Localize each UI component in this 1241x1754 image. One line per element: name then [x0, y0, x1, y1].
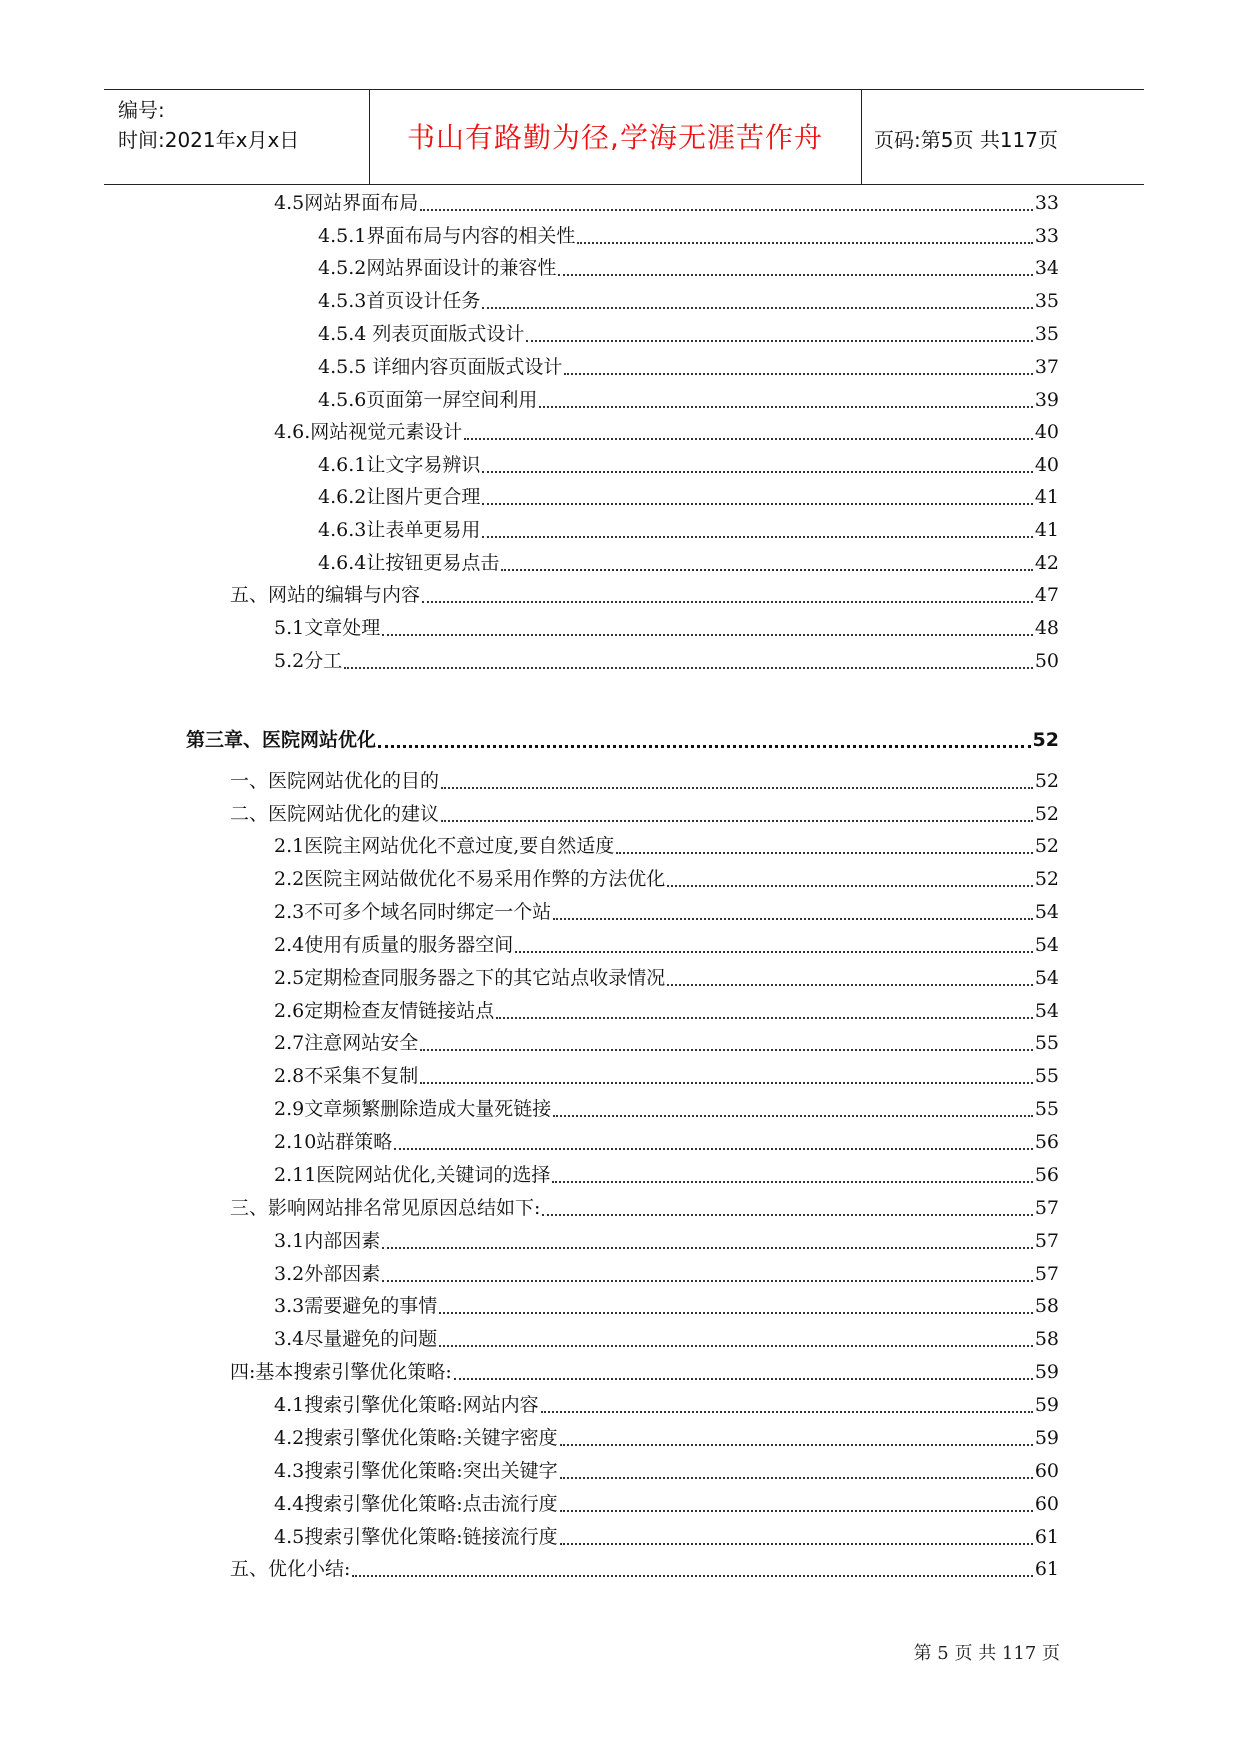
toc-dot-leader [382, 634, 1033, 636]
toc-dot-leader [539, 406, 1032, 408]
toc-dot-leader [441, 820, 1033, 822]
toc-dot-leader [553, 1115, 1033, 1117]
toc-entry-page: 33 [1034, 225, 1059, 247]
toc-entry-page: 40 [1034, 421, 1059, 443]
toc-dot-leader [667, 984, 1033, 986]
toc-entry [318, 223, 1059, 249]
toc-dot-leader [382, 1247, 1033, 1249]
toc-dot-leader [439, 1312, 1033, 1314]
toc-dot-leader [378, 745, 1031, 748]
toc-dot-leader [394, 1148, 1033, 1150]
toc-entry [230, 1359, 1059, 1385]
toc-entry [230, 801, 1059, 827]
toc-entry [318, 354, 1059, 380]
toc-entry-label: 4.3搜索引擎优化策略:突出关键字 [274, 1460, 558, 1482]
toc-entry-page: 37 [1034, 356, 1059, 378]
toc-entry [274, 1491, 1059, 1517]
toc-entry-label: 第三章、医院网站优化 [186, 729, 377, 751]
toc-entry-page: 60 [1034, 1493, 1059, 1515]
toc-entry [274, 1425, 1059, 1451]
toc-entry-page: 35 [1034, 323, 1059, 345]
toc-entry [274, 1063, 1059, 1089]
toc-entry [274, 1293, 1059, 1319]
toc-entry [274, 998, 1059, 1024]
toc-entry-page: 59 [1034, 1427, 1059, 1449]
toc-entry [274, 1129, 1059, 1155]
toc-entry-page: 57 [1034, 1263, 1059, 1285]
toc-entry [274, 1030, 1059, 1056]
toc-entry-label: 4.5.2网站界面设计的兼容性 [318, 257, 557, 279]
toc-entry-page: 54 [1034, 967, 1059, 989]
toc-entry-page: 61 [1034, 1526, 1059, 1548]
toc-dot-leader [552, 1181, 1032, 1183]
toc-dot-leader [420, 1082, 1033, 1084]
toc-entry-page: 52 [1034, 803, 1059, 825]
header-number-label: 编号: [118, 98, 165, 122]
header-page-label: 页码:第5页 共117页 [874, 128, 1058, 152]
toc-entry-label: 4.5网站界面布局 [274, 192, 419, 214]
toc-dot-leader [560, 1543, 1033, 1545]
toc-dot-leader [422, 601, 1033, 603]
toc-dot-leader [344, 667, 1033, 669]
toc-entry-label: 2.2医院主网站做优化不易采用作弊的方法优化 [274, 868, 666, 890]
toc-entry [318, 321, 1059, 347]
toc-dot-leader [352, 1575, 1032, 1577]
toc-dot-leader [454, 1378, 1033, 1380]
toc-entry-page: 48 [1034, 617, 1059, 639]
toc-entry-page: 57 [1034, 1197, 1059, 1219]
toc-entry-label: 4.5.4 列表页面版式设计 [318, 323, 525, 345]
toc-entry [274, 190, 1059, 216]
toc-entry-label: 2.1医院主网站优化不意过度,要自然适度 [274, 835, 615, 857]
toc-entry [318, 452, 1059, 478]
toc-entry [274, 899, 1059, 925]
toc-entry-label: 2.9文章频繁删除造成大量死链接 [274, 1098, 552, 1120]
toc-dot-leader [616, 852, 1033, 854]
toc-entry-page: 54 [1034, 1000, 1059, 1022]
toc-dot-leader [420, 1049, 1033, 1051]
toc-entry-label: 4.5.5 详细内容页面版式设计 [318, 356, 563, 378]
toc-entry [318, 550, 1059, 576]
toc-entry-label: 4.1搜索引擎优化策略:网站内容 [274, 1394, 539, 1416]
header-divider [861, 90, 862, 184]
toc-dot-leader [560, 1477, 1033, 1479]
toc-entry-label: 五、优化小结: [230, 1558, 351, 1580]
toc-entry [274, 1096, 1059, 1122]
toc-dot-leader [501, 569, 1032, 571]
toc-chapter-entry [186, 727, 1059, 753]
toc-entry-label: 四:基本搜索引擎优化策略: [230, 1361, 452, 1383]
toc-dot-leader [482, 503, 1032, 505]
toc-dot-leader [564, 373, 1032, 375]
toc-entry [274, 1392, 1059, 1418]
header-divider [369, 90, 370, 184]
toc-entry-label: 五、网站的编辑与内容 [230, 584, 421, 606]
toc-entry-page: 35 [1034, 290, 1059, 312]
toc-entry [274, 1458, 1059, 1484]
toc-entry-label: 3.3需要避免的事情 [274, 1295, 438, 1317]
toc-entry-page: 54 [1034, 901, 1059, 923]
toc-entry [274, 965, 1059, 991]
toc-entry [274, 1228, 1059, 1254]
toc-entry-label: 2.3不可多个域名同时绑定一个站 [274, 901, 552, 923]
toc-dot-leader [560, 1510, 1033, 1512]
toc-entry-page: 40 [1034, 454, 1059, 476]
toc-entry-label: 2.5定期检查同服务器之下的其它站点收录情况 [274, 967, 666, 989]
toc-dot-leader [558, 274, 1032, 276]
toc-entry-page: 55 [1034, 1065, 1059, 1087]
toc-entry-label: 4.6.3让表单更易用 [318, 519, 481, 541]
toc-entry-label: 5.1文章处理 [274, 617, 381, 639]
toc-entry-page: 57 [1034, 1230, 1059, 1252]
toc-entry-label: 4.5.6页面第一屏空间利用 [318, 389, 538, 411]
toc-entry [318, 255, 1059, 281]
toc-entry [318, 288, 1059, 314]
toc-entry-page: 33 [1034, 192, 1059, 214]
toc-entry-label: 4.6.2让图片更合理 [318, 486, 481, 508]
toc-entry-page: 41 [1034, 519, 1059, 541]
toc-entry-label: 2.7注意网站安全 [274, 1032, 419, 1054]
toc-entry-page: 55 [1034, 1098, 1059, 1120]
toc-entry [274, 866, 1059, 892]
toc-entry-page: 52 [1032, 729, 1059, 751]
toc-entry-label: 4.6.1让文字易辨识 [318, 454, 481, 476]
toc-dot-leader [577, 242, 1032, 244]
toc-entry-label: 一、医院网站优化的目的 [230, 770, 440, 792]
toc-dot-leader [482, 307, 1032, 309]
toc-entry-label: 4.6.4让按钮更易点击 [318, 552, 500, 574]
toc-entry-label: 4.4搜索引擎优化策略:点击流行度 [274, 1493, 558, 1515]
toc-entry [230, 1556, 1059, 1582]
toc-entry-page: 47 [1034, 584, 1059, 606]
toc-entry-label: 2.8不采集不复制 [274, 1065, 419, 1087]
toc-entry-page: 59 [1034, 1394, 1059, 1416]
toc-entry-page: 56 [1034, 1131, 1059, 1153]
toc-entry-page: 52 [1034, 868, 1059, 890]
toc-entry-page: 42 [1034, 552, 1059, 574]
toc-entry-label: 4.5搜索引擎优化策略:链接流行度 [274, 1526, 558, 1548]
toc-dot-leader [382, 1280, 1033, 1282]
toc-dot-leader [560, 1444, 1033, 1446]
toc-entry [274, 419, 1059, 445]
toc-entry-page: 50 [1034, 650, 1059, 672]
toc-entry-page: 34 [1034, 257, 1059, 279]
toc-entry-page: 61 [1034, 1558, 1059, 1580]
toc-dot-leader [496, 1017, 1033, 1019]
toc-entry-label: 4.5.1界面布局与内容的相关性 [318, 225, 576, 247]
toc-dot-leader [439, 1345, 1033, 1347]
toc-entry-label: 4.5.3首页设计任务 [318, 290, 481, 312]
toc-entry [274, 648, 1059, 674]
toc-entry-label: 2.6定期检查友情链接站点 [274, 1000, 495, 1022]
toc-entry [274, 1326, 1059, 1352]
header-meta [118, 96, 358, 154]
toc-dot-leader [515, 951, 1033, 953]
toc-entry [318, 517, 1059, 543]
toc-entry [318, 484, 1059, 510]
toc-entry-page: 59 [1034, 1361, 1059, 1383]
toc-dot-leader [441, 787, 1033, 789]
toc-entry-label: 3.2外部因素 [274, 1263, 381, 1285]
toc-entry [274, 1162, 1059, 1188]
toc-dot-leader [542, 1214, 1032, 1216]
toc-dot-leader [553, 918, 1033, 920]
toc-entry-page: 52 [1034, 770, 1059, 792]
toc-entry-label: 2.10站群策略 [274, 1131, 393, 1153]
toc-entry-label: 3.1内部因素 [274, 1230, 381, 1252]
toc-entry-label: 2.11医院网站优化,关键词的选择 [274, 1164, 551, 1186]
toc-entry-label: 4.6.网站视觉元素设计 [274, 421, 463, 443]
toc-entry-label: 2.4使用有质量的服务器空间 [274, 934, 514, 956]
toc-entry [274, 932, 1059, 958]
toc-entry-page: 60 [1034, 1460, 1059, 1482]
toc-entry [274, 615, 1059, 641]
toc-entry-label: 三、影响网站排名常见原因总结如下: [230, 1197, 541, 1219]
toc-dot-leader [541, 1411, 1033, 1413]
toc-entry [274, 1524, 1059, 1550]
toc-entry [318, 387, 1059, 413]
toc-entry [274, 1261, 1059, 1287]
toc-entry [230, 1195, 1059, 1221]
toc-entry-page: 56 [1034, 1164, 1059, 1186]
toc-entry-page: 52 [1034, 835, 1059, 857]
toc-dot-leader [526, 340, 1032, 342]
toc-entry-page: 58 [1034, 1295, 1059, 1317]
toc-entry-label: 5.2分工 [274, 650, 343, 672]
toc-entry [230, 768, 1059, 794]
header-time-label: 时间:2021年x月x日 [118, 128, 300, 152]
toc-entry-label: 4.2搜索引擎优化策略:关键字密度 [274, 1427, 558, 1449]
toc-entry [230, 582, 1059, 608]
toc-entry [274, 833, 1059, 859]
toc-entry-label: 二、医院网站优化的建议 [230, 803, 440, 825]
page-footer: 第 5 页 共 117 页 [913, 1643, 1060, 1664]
toc-entry-page: 39 [1034, 389, 1059, 411]
toc-entry-page: 41 [1034, 486, 1059, 508]
header-motto: 书山有路勤为径,学海无涯苦作舟 [407, 121, 823, 154]
toc-dot-leader [420, 209, 1033, 211]
page-header [104, 89, 1144, 185]
toc-dot-leader [464, 438, 1033, 440]
toc-entry-page: 54 [1034, 934, 1059, 956]
toc-dot-leader [667, 885, 1033, 887]
toc-entry-page: 58 [1034, 1328, 1059, 1350]
toc-dot-leader [482, 471, 1032, 473]
toc-entry-page: 55 [1034, 1032, 1059, 1054]
toc-dot-leader [482, 536, 1032, 538]
toc-entry-label: 3.4尽量避免的问题 [274, 1328, 438, 1350]
